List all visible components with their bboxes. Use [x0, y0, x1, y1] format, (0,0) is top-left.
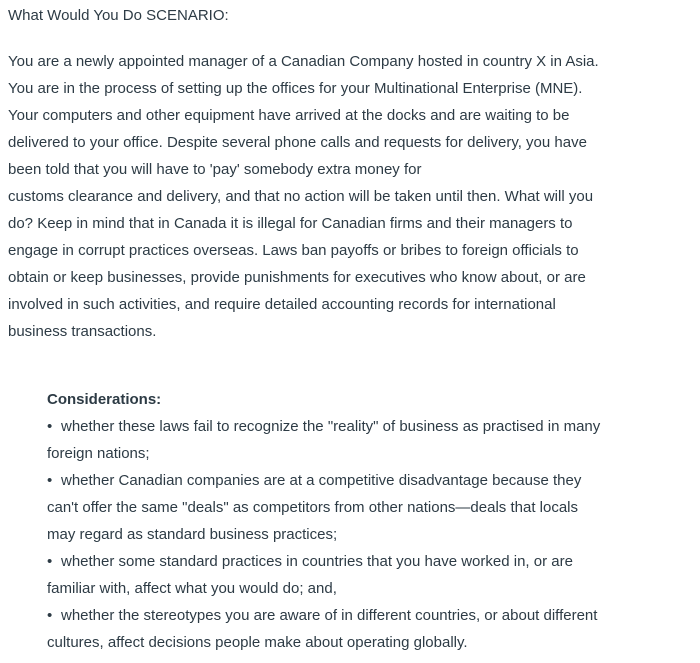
considerations-list: [47, 413, 607, 656]
list-item: [47, 467, 607, 548]
list-item: [47, 548, 607, 602]
list-item-text: whether some standard practices in countries that you have worked in, or are familiar with, affect what you would do; and,: [47, 553, 573, 597]
considerations-heading: Considerations:: [47, 391, 162, 408]
list-item-text: whether Canadian companies are at a competitive disadvantage because they can't offer the same "deals" as competitors from other nations—deals that locals may regard as standard business practices;: [47, 472, 582, 543]
list-item: [47, 413, 607, 467]
list-item-text: whether these laws fail to recognize the "reality" of business as practised in many foreign nations;: [47, 418, 601, 462]
bullet-icon: •: [47, 553, 53, 570]
scenario-text: [8, 48, 608, 345]
scenario-paragraph-2: customs clearance and delivery, and that no action will be taken until then. What will you do? Keep in mind that in Canada it is illegal for Canadian firms and their managers to engage in corrupt practices overseas. Laws ban payoffs or bribes to foreign officials to obtain or keep businesses, provide punishments for executives who know about, or are involved in such activities, and require detailed accounting records for international business transactions.: [8, 188, 594, 340]
considerations-section: [47, 386, 607, 656]
list-item: [47, 602, 607, 656]
bullet-icon: •: [47, 418, 53, 435]
list-item-text: whether the stereotypes you are aware of in different countries, or about different cultures, affect decisions people make about operating globally.: [47, 607, 598, 651]
page-title: What Would You Do SCENARIO:: [8, 7, 229, 24]
bullet-icon: •: [47, 607, 53, 624]
bullet-icon: •: [47, 472, 53, 489]
scenario-paragraph-1: You are a newly appointed manager of a Canadian Company hosted in country X in Asia. You are in the process of setting up the offices for your Multinational Enterprise (MNE). Your computers and other equipment have arrived at the docks and are waiting to be delivered to your office. Despite several phone calls and requests for delivery, you have been told that you will have to 'pay' somebody extra money for: [8, 53, 599, 178]
